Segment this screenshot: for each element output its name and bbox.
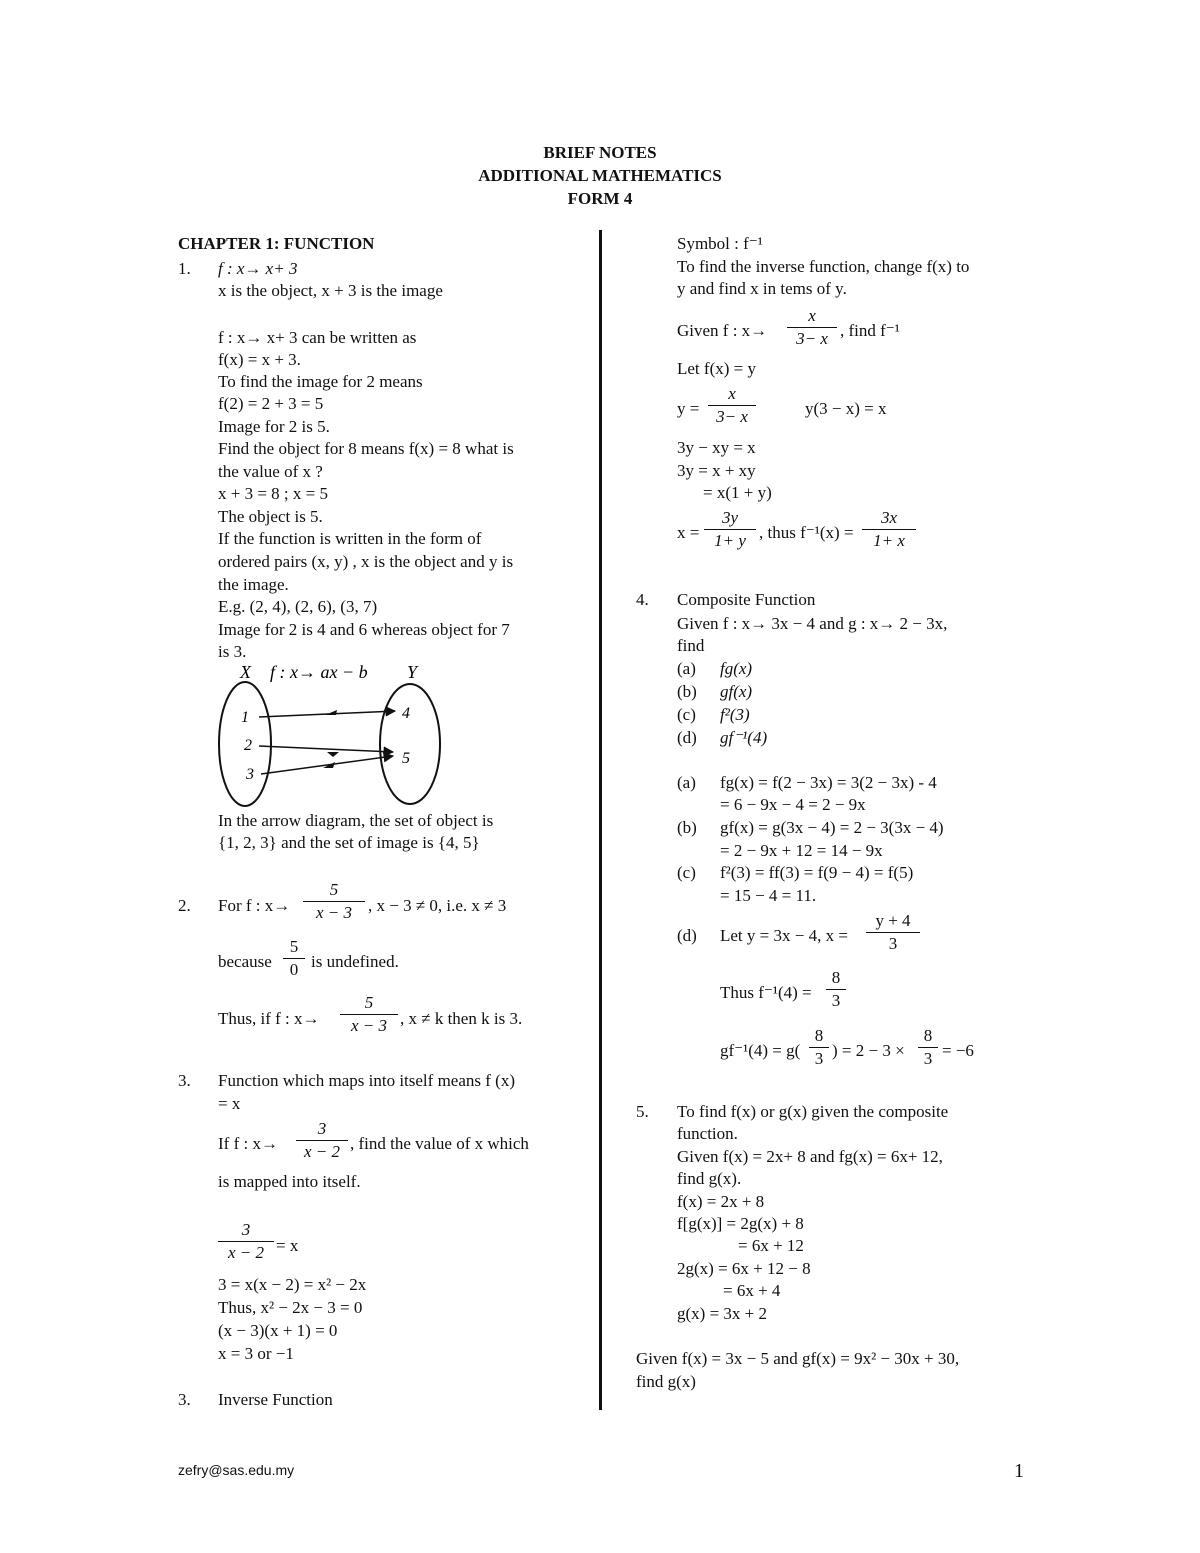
arrow-diagram — [215, 660, 450, 810]
doc-form: FORM 4 — [567, 189, 633, 208]
item-number: 5. — [636, 1102, 649, 1121]
text-line: If f : x→ — [218, 1134, 278, 1153]
text-line: 3 = x(x − 2) = x² − 2x — [218, 1275, 367, 1294]
text-line: fg(x) = f(2 − 3x) = 3(2 − 3x) - 4 — [720, 773, 937, 792]
set-y-label: Y — [407, 662, 418, 682]
option-label: (c) — [677, 863, 696, 882]
option-label: (d) — [677, 728, 697, 747]
object-2: 2 — [244, 737, 252, 754]
fraction: $\frac{8}{3}$ — [918, 1026, 938, 1069]
text-line: {1, 2, 3} and the set of image is {4, 5} — [218, 833, 480, 852]
fraction: $\frac{3}{x - 2}$ — [296, 1119, 348, 1162]
text-line: In the arrow diagram, the set of object is — [218, 811, 494, 830]
text-line: because — [218, 952, 272, 971]
text-line: y(3 − x) = x — [805, 399, 887, 418]
text-line: 3y = x + xy — [677, 461, 756, 480]
text-line: g(x) = 3x + 2 — [677, 1304, 767, 1323]
object-3: 3 — [246, 766, 254, 783]
text-line: find — [677, 636, 705, 655]
map-label: f : x→ ax − b — [270, 662, 368, 682]
text-line: Let f(x) = y — [677, 359, 756, 378]
text-line: gf⁻¹(4) = g( — [720, 1041, 801, 1060]
text-line: Image for 2 is 5. — [218, 417, 330, 436]
object-1: 1 — [241, 709, 249, 726]
text-line: Given f : x→ 3x − 4 and g : x→ 2 − 3x, — [677, 614, 948, 633]
fraction: $\frac{3}{x - 2}$ — [218, 1220, 274, 1263]
text-line: Let y = 3x − 4, x = — [720, 926, 848, 945]
text-line: To find the inverse function, change f(x) to — [677, 257, 970, 276]
item-number: 3. — [178, 1390, 191, 1409]
text-line: = 6 − 9x − 4 = 2 − 9x — [720, 795, 866, 814]
text-line: ordered pairs (x, y) , x is the object and y is — [218, 552, 514, 571]
arrow-1-4 — [259, 711, 395, 717]
option-label: (a) — [677, 773, 696, 792]
text-line: Given f(x) = 2x+ 8 and fg(x) = 6x+ 12, — [677, 1147, 943, 1166]
arrow-heads — [323, 710, 339, 768]
text-line: , x ≠ k then k is 3. — [400, 1009, 523, 1028]
text-line: y = — [677, 399, 700, 418]
fraction: $\frac{3x}{1+ x}$ — [862, 508, 916, 551]
doc-title: BRIEF NOTES — [543, 143, 657, 162]
section-title: Composite Function — [677, 590, 816, 609]
text-line: = 15 − 4 = 11. — [720, 886, 817, 905]
option-value: gf⁻¹(4) — [720, 728, 768, 747]
item-number: 3. — [178, 1071, 191, 1090]
option-value: f²(3) — [720, 705, 750, 724]
text-line: = x — [276, 1236, 299, 1255]
text-line: x is the object, x + 3 is the image — [218, 281, 443, 300]
text-line: , find f⁻¹ — [840, 321, 900, 340]
text-line: Function which maps into itself means f (x) — [218, 1071, 515, 1090]
text-line: , find the value of x which — [350, 1134, 529, 1153]
fraction: $\frac{5}{x - 3}$ — [303, 880, 365, 923]
text-line: ) = 2 − 3 × — [832, 1041, 905, 1060]
option-label: (b) — [677, 682, 697, 701]
image-5: 5 — [402, 750, 410, 767]
text-line: function. — [677, 1124, 738, 1143]
text-line: = 2 − 9x + 12 = 14 − 9x — [720, 841, 883, 860]
text-line: , x − 3 ≠ 0, i.e. x ≠ 3 — [368, 896, 507, 915]
text-line: the image. — [218, 575, 289, 594]
option-label: (c) — [677, 705, 696, 724]
text-line: Thus, x² − 2x − 3 = 0 — [218, 1298, 363, 1317]
text-line: For f : x→ — [218, 896, 291, 915]
item-number: 4. — [636, 590, 649, 609]
option-value: fg(x) — [720, 659, 753, 678]
fraction: $\frac{5}{0}$ — [283, 937, 305, 980]
text-line: f(x) = 2x + 8 — [677, 1192, 765, 1211]
fraction: $\frac{3y}{1+ y}$ — [704, 508, 756, 551]
text-line: f(x) = x + 3. — [218, 350, 301, 369]
doc-subject: ADDITIONAL MATHEMATICS — [478, 166, 722, 185]
text-line: = 6x + 4 — [723, 1281, 781, 1300]
fraction: $\frac{8}{3}$ — [809, 1026, 829, 1069]
option-label: (b) — [677, 818, 697, 837]
text-line: x = — [677, 523, 700, 542]
text-line: Given f : x→ — [677, 321, 768, 340]
fraction: $\frac{y + 4}{3}$ — [866, 911, 920, 954]
text-line: = 6x + 12 — [738, 1236, 804, 1255]
text-line: the value of x ? — [218, 462, 323, 481]
fraction: $\frac{8}{3}$ — [826, 968, 846, 1011]
text-line: f²(3) = ff(3) = f(9 − 4) = f(5) — [720, 863, 914, 882]
text-line: Find the object for 8 means f(x) = 8 what is — [218, 439, 514, 458]
text-line: Symbol : f⁻¹ — [677, 234, 763, 253]
text-line: = x(1 + y) — [703, 483, 772, 502]
text-line: The object is 5. — [218, 507, 323, 526]
text-line: 3y − xy = x — [677, 438, 756, 457]
footer-email: zefry@sas.edu.my — [178, 1462, 295, 1478]
text-line: is undefined. — [311, 952, 399, 971]
column-divider — [599, 230, 602, 1410]
text-line: Thus, if f : x→ — [218, 1009, 320, 1028]
text-line: f[g(x)] = 2g(x) + 8 — [677, 1214, 804, 1233]
text-line: find g(x) — [636, 1372, 696, 1391]
set-x-label: X — [240, 662, 251, 682]
text-line: x + 3 = 8 ; x = 5 — [218, 484, 328, 503]
item-number: 2. — [178, 896, 191, 915]
text-line: f : x→ x+ 3 can be written as — [218, 328, 417, 347]
text-line: To find the image for 2 means — [218, 372, 423, 391]
text-line: gf(x) = g(3x − 4) = 2 − 3(3x − 4) — [720, 818, 944, 837]
page-number: 1 — [1014, 1460, 1024, 1482]
text-line: Given f(x) = 3x − 5 and gf(x) = 9x² − 30x + 30, — [636, 1349, 960, 1368]
text-line: , thus f⁻¹(x) = — [759, 523, 854, 542]
text-line: = x — [218, 1094, 241, 1113]
section-title: Inverse Function — [218, 1390, 333, 1409]
text-line: (x − 3)(x + 1) = 0 — [218, 1321, 338, 1340]
option-label: (d) — [677, 926, 697, 945]
fraction: $\frac{5}{x - 3}$ — [340, 993, 398, 1036]
text-line: = −6 — [942, 1041, 974, 1060]
codomain-ellipse — [380, 684, 440, 804]
text-line: is 3. — [218, 642, 247, 661]
text-line: To find f(x) or g(x) given the composite — [677, 1102, 949, 1121]
text-line: is mapped into itself. — [218, 1172, 361, 1191]
image-4: 4 — [402, 705, 410, 722]
option-label: (a) — [677, 659, 696, 678]
text-line: y and find x in tems of y. — [677, 279, 847, 298]
arrow-3-5 — [261, 756, 393, 774]
fraction: $\frac{x}{3- x}$ — [708, 384, 756, 427]
item-number: 1. — [178, 259, 191, 278]
text-line: Image for 2 is 4 and 6 whereas object for 7 — [218, 620, 510, 639]
text-line: f(2) = 2 + 3 = 5 — [218, 394, 324, 413]
text-line: If the function is written in the form of — [218, 529, 482, 548]
text-line: 2g(x) = 6x + 12 − 8 — [677, 1259, 811, 1278]
arrow-2-5 — [259, 746, 393, 752]
text-line: Thus f⁻¹(4) = — [720, 983, 812, 1002]
text-line: f : x→ x+ 3 — [218, 259, 298, 278]
text-line: E.g. (2, 4), (2, 6), (3, 7) — [218, 597, 378, 616]
text-line: x = 3 or −1 — [218, 1344, 294, 1363]
chapter-heading: CHAPTER 1: FUNCTION — [178, 234, 375, 253]
text-line: find g(x). — [677, 1169, 742, 1188]
option-value: gf(x) — [720, 682, 753, 701]
fraction: $\frac{x}{3- x}$ — [787, 306, 837, 349]
